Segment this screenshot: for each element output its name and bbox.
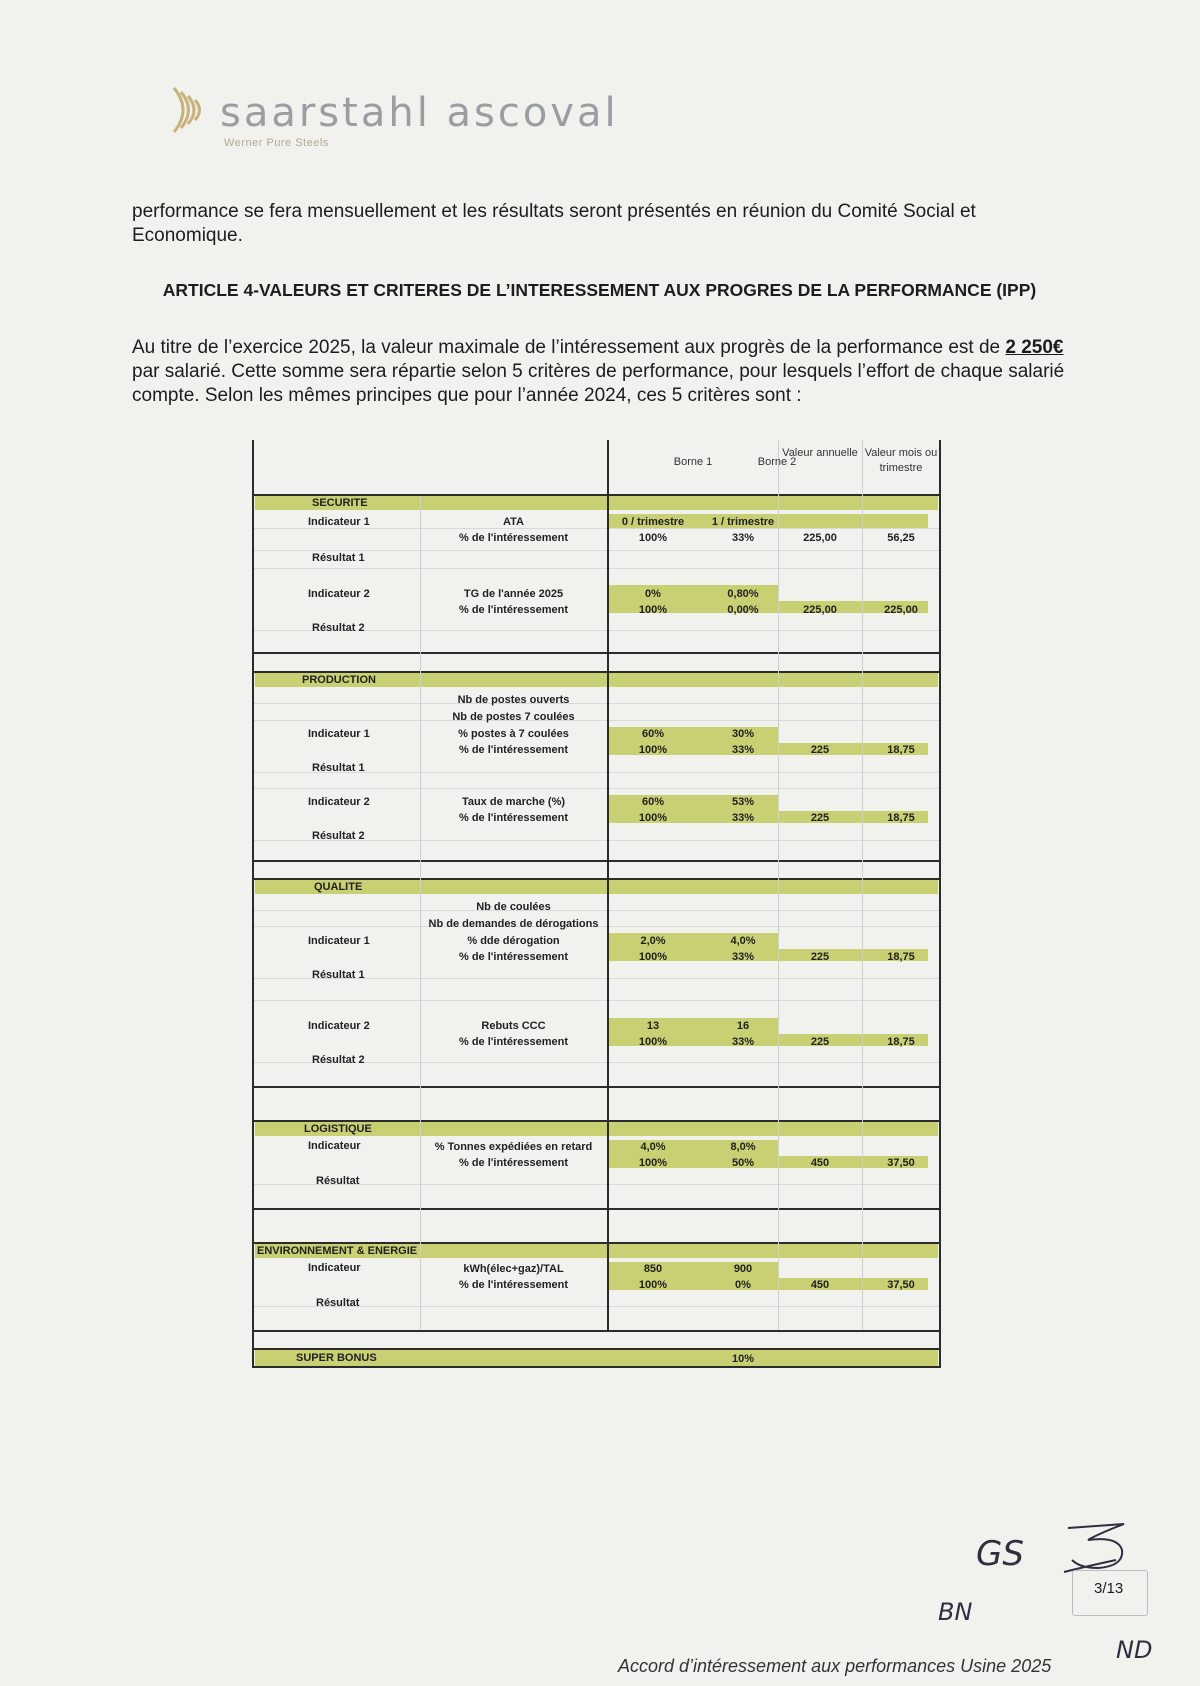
criteria-table: Borne 1 Borne 2 Valeur annuelle Valeur mois ou trimestre SECURITE Indicateur 1 ATA 0 / trimestre 1 / trimestre % de l'intéressement 100% 33% 225,00 56,25 Résultat 1 Indicateur 2 TG de l'année 2025 0% 0,80% % de l'intéressement 100% 0,00% 225,00 225,00 Résultat 2 PRODUCTION Nb de postes ouverts Nb de postes 7 coulées Indicateur 1 % postes à 7 coulées 60% 30% % de l'intéressement 100% 33% 225 18,75 Résultat 1 Indicateur 2 Taux de marche (%) 60% 53% % de l'intéressement 100% 33% 225 18,75 Résultat 2 QUALITE Nb de coulées Nb de demandes de dérogations Indicateur 1 % dde dérogation 2,0% 4,0% % de l'intéressement 100% 33% 225 18,75 Résultat 1 Indicateur 2 Rebuts CCC 13 16 % de l'intéressement 100% 33% 225 18,75 Résultat 2 LOGISTIQUE Indicateur % Tonnes expédiées en retard 4,0% 8,0% % de l'intéressement 100% 50% 450 37,50 Résultat ENVIRONNEMENT & ENERGIE Indicateur kWh(élec+gaz)/TAL 850 900 % de l'intéressement 100% 0% 450 37,50 Résultat SUPER BONUS 10%: [252, 440, 941, 1370]
brand-tagline: Werner Pure Steels: [224, 137, 329, 149]
logo-arcs-icon: [170, 82, 216, 138]
section-logistique: LOGISTIQUE: [304, 1123, 372, 1135]
signature-nd: ND: [1116, 1636, 1153, 1664]
signature-gs: GS: [976, 1534, 1024, 1574]
page-footer: Accord d’intéressement aux performances Usine 2025: [618, 1656, 1052, 1676]
section-securite: SECURITE: [312, 497, 368, 509]
col-borne1: Borne 1: [673, 456, 713, 468]
col-valeur-mois: Valeur mois ou trimestre: [864, 447, 938, 474]
section-production: PRODUCTION: [302, 674, 376, 686]
article-heading: ARTICLE 4-VALEURS ET CRITERES DE L’INTERESSEMENT AUX PROGRES DE LA PERFORMANCE (IPP): [162, 280, 1037, 300]
body-text-end: par salarié. Cette somme sera répartie selon 5 critères de performance, pour lesquels l’effort de chaque salarié compte. Selon les mêmes principes que pour l’année 2024, ces 5 critères sont :: [132, 361, 1065, 406]
section-qualite: QUALITE: [314, 881, 363, 893]
intro-paragraph: performance se fera mensuellement et les résultats seront présentés en réunion du Comité Social et Economique.: [132, 201, 976, 246]
col-borne2: Borne 2: [757, 456, 797, 468]
section-environnement: ENVIRONNEMENT & ENERGIE: [257, 1245, 418, 1257]
signature-bn: BN: [938, 1598, 973, 1626]
body-paragraph: [132, 336, 1067, 408]
brand-name: saarstahl ascoval: [220, 90, 619, 136]
page-number: 3/13: [1094, 1580, 1124, 1597]
super-bonus-value: 10%: [731, 1353, 755, 1365]
max-amount: 2 250€: [1005, 337, 1064, 358]
body-text-start: Au titre de l’exercice 2025, la valeur maximale de l’intéressement aux progrès de la performance est de: [132, 337, 1006, 358]
section-super-bonus: SUPER BONUS: [296, 1352, 377, 1364]
col-valeur-annuelle: Valeur annuelle: [782, 447, 858, 459]
